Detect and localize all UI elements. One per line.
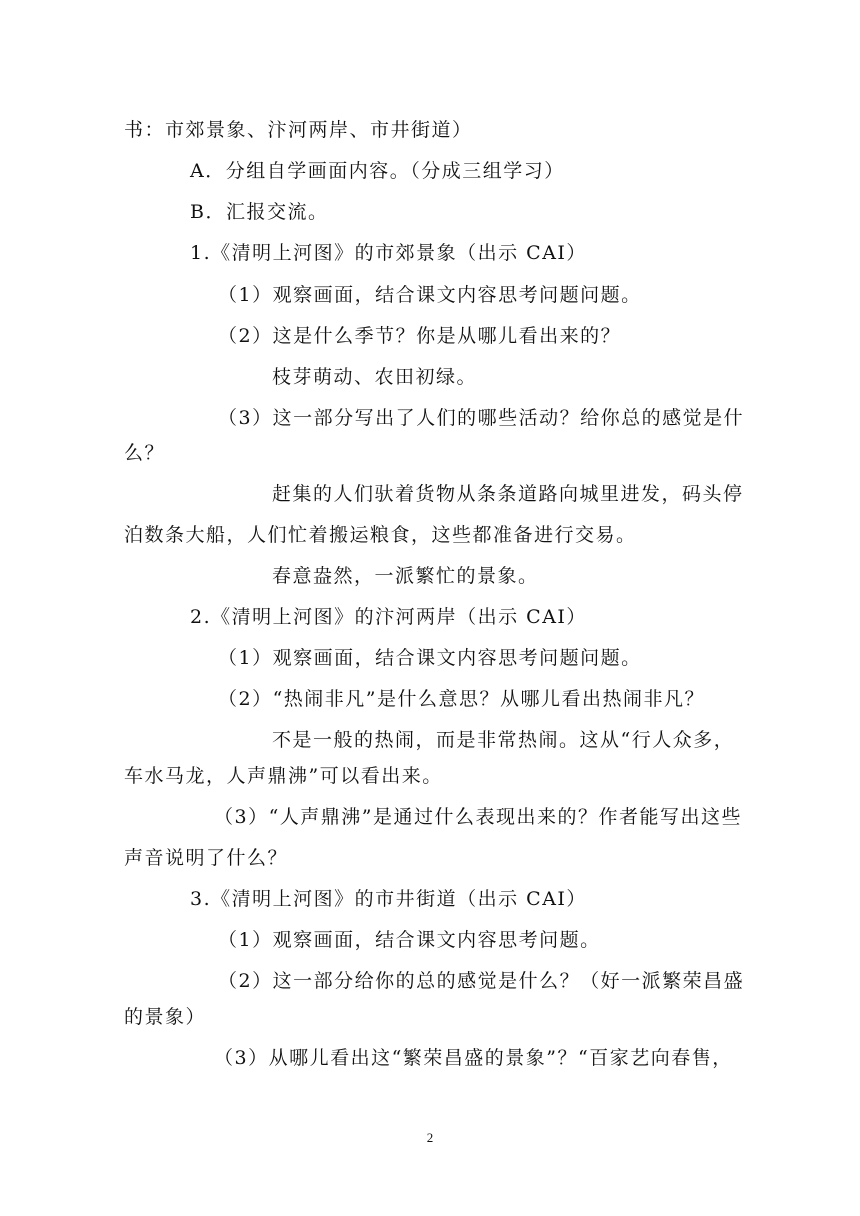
text-line: 不是一般的热闹，而是非常热闹。这从“行人众多， <box>272 729 735 751</box>
page-number: 2 <box>426 1130 434 1145</box>
text-line: 书：市郊景象、汴河两岸、市井街道） <box>124 119 473 141</box>
text-line: （3）从哪儿看出这“繁荣昌盛的景象”？“百家艺向春售， <box>214 1047 733 1069</box>
text-line: 声音说明了什么？ <box>124 847 289 869</box>
text-line: （2）这一部分给你的总的感觉是什么？（好一派繁荣昌盛 <box>218 970 745 992</box>
text-line: 赶集的人们驮着货物从条条道路向城里进发，码头停 <box>272 483 744 505</box>
text-line: 的景象） <box>124 1006 207 1028</box>
text-line: （1）观察画面，结合课文内容思考问题问题。 <box>218 284 642 306</box>
text-line: 么？ <box>124 442 166 464</box>
text-line: B．汇报交流。 <box>190 201 329 223</box>
text-line: （3）“人声鼎沸”是通过什么表现出来的？作者能写出这些 <box>214 806 743 828</box>
text-line: A．分组自学画面内容。（分成三组学习） <box>190 160 565 182</box>
text-line: 3.《清明上河图》的市井街道（出示 CAI） <box>190 888 587 910</box>
text-line: 泊数条大船，人们忙着搬运粮食，这些都准备进行交易。 <box>124 524 637 546</box>
text-line: （1）观察画面，结合课文内容思考问题。 <box>218 929 601 951</box>
text-line: 春意盎然，一派繁忙的景象。 <box>272 565 539 587</box>
text-line: （1）观察画面，结合课文内容思考问题问题。 <box>218 647 642 669</box>
text-line: 枝芽萌动、农田初绿。 <box>272 366 478 388</box>
text-line: 1.《清明上河图》的市郊景象（出示 CAI） <box>190 242 587 264</box>
text-line: 2.《清明上河图》的汴河两岸（出示 CAI） <box>190 606 587 628</box>
text-line: 车水马龙，人声鼎沸”可以看出来。 <box>124 765 443 787</box>
text-line: （3）这一部分写出了人们的哪些活动？给你总的感觉是什 <box>218 407 745 429</box>
text-line: （2）“热闹非凡”是什么意思？从哪儿看出热闹非凡？ <box>218 688 706 710</box>
text-line: （2）这是什么季节？你是从哪儿看出来的？ <box>218 325 622 347</box>
